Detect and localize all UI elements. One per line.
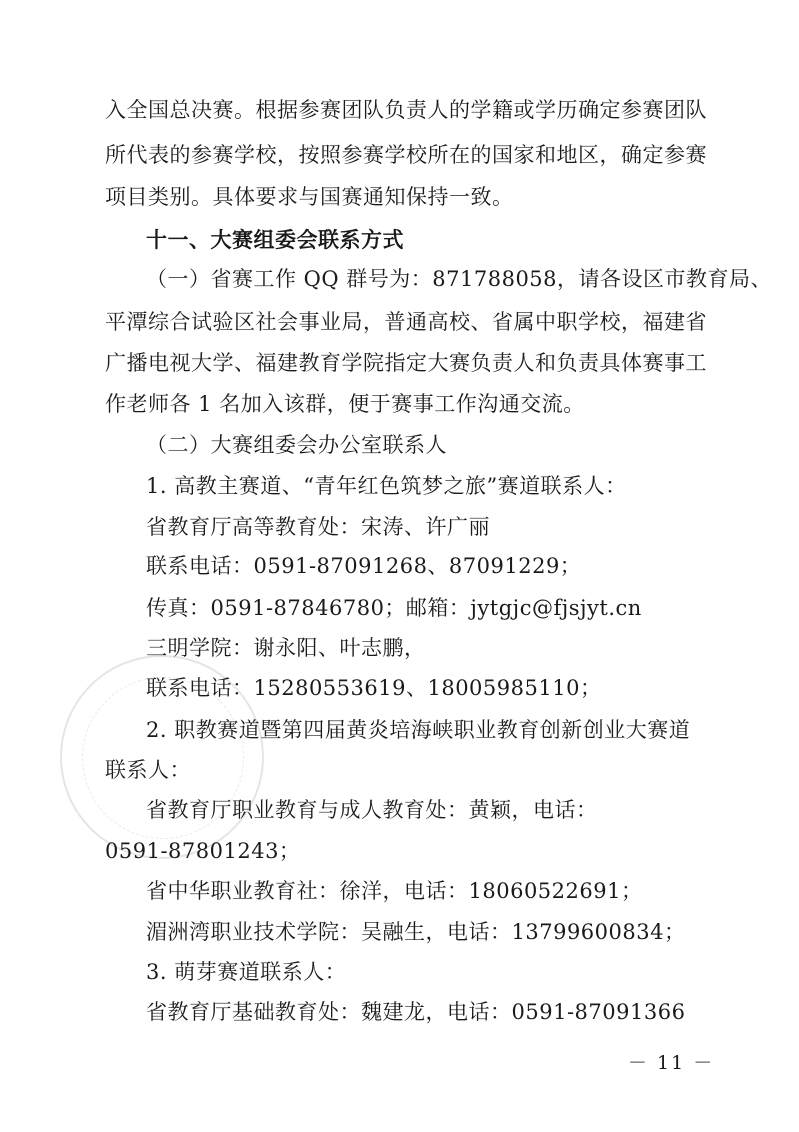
paragraph-line: 平潭综合试验区社会事业局，普通高校、省属中职学校，福建省 xyxy=(105,310,707,334)
section-heading: 十一、大赛组委会联系方式 xyxy=(146,228,404,252)
contact-group-title: 2. 职教赛道暨第四届黄炎培海峡职业教育创新创业大赛道 xyxy=(146,718,691,742)
paragraph-line: 所代表的参赛学校，按照参赛学校所在的国家和地区，确定参赛 xyxy=(105,143,707,167)
contact-group-title: 3. 萌芽赛道联系人： xyxy=(146,960,347,984)
contact-line: 联系电话：0591-87091268、87091229； xyxy=(146,554,582,578)
contact-line: 省教育厅高等教育处：宋涛、许广丽 xyxy=(146,515,490,539)
contact-group-title: 联系人： xyxy=(105,758,191,782)
page-number: － 11 － xyxy=(628,1052,715,1074)
contact-line: 湄洲湾职业技术学院：吴融生，电话：13799600834； xyxy=(146,920,686,944)
paragraph-line: （一）省赛工作 QQ 群号为：871788058，请各设区市教育局、 xyxy=(146,267,773,291)
contact-group-title: 1. 高教主赛道、“青年红色筑梦之旅”赛道联系人： xyxy=(146,474,627,498)
contact-line: 传真：0591-87846780；邮箱：jytgjc@fjsjyt.cn xyxy=(146,596,642,620)
contact-line: 省中华职业教育社：徐洋，电话：18060522691； xyxy=(146,879,643,903)
paragraph-line: 入全国总决赛。根据参赛团队负责人的学籍或学历确定参赛团队 xyxy=(105,98,707,122)
contact-line: 省教育厅基础教育处：魏建龙，电话：0591-87091366 xyxy=(146,1000,686,1024)
contact-line: 三明学院：谢永阳、叶志鹏， xyxy=(146,636,426,660)
contact-line: 0591-87801243； xyxy=(105,839,301,863)
subsection-title: （二）大赛组委会办公室联系人 xyxy=(146,433,447,457)
paragraph-line: 作老师各 1 名加入该群，便于赛事工作沟通交流。 xyxy=(105,392,585,416)
paragraph-line: 项目类别。具体要求与国赛通知保持一致。 xyxy=(105,185,514,209)
contact-line: 联系电话：15280553619、18005985110； xyxy=(146,676,602,700)
contact-line: 省教育厅职业教育与成人教育处：黄颖，电话： xyxy=(146,798,598,822)
paragraph-line: 广播电视大学、福建教育学院指定大赛负责人和负责具体赛事工 xyxy=(105,351,707,375)
